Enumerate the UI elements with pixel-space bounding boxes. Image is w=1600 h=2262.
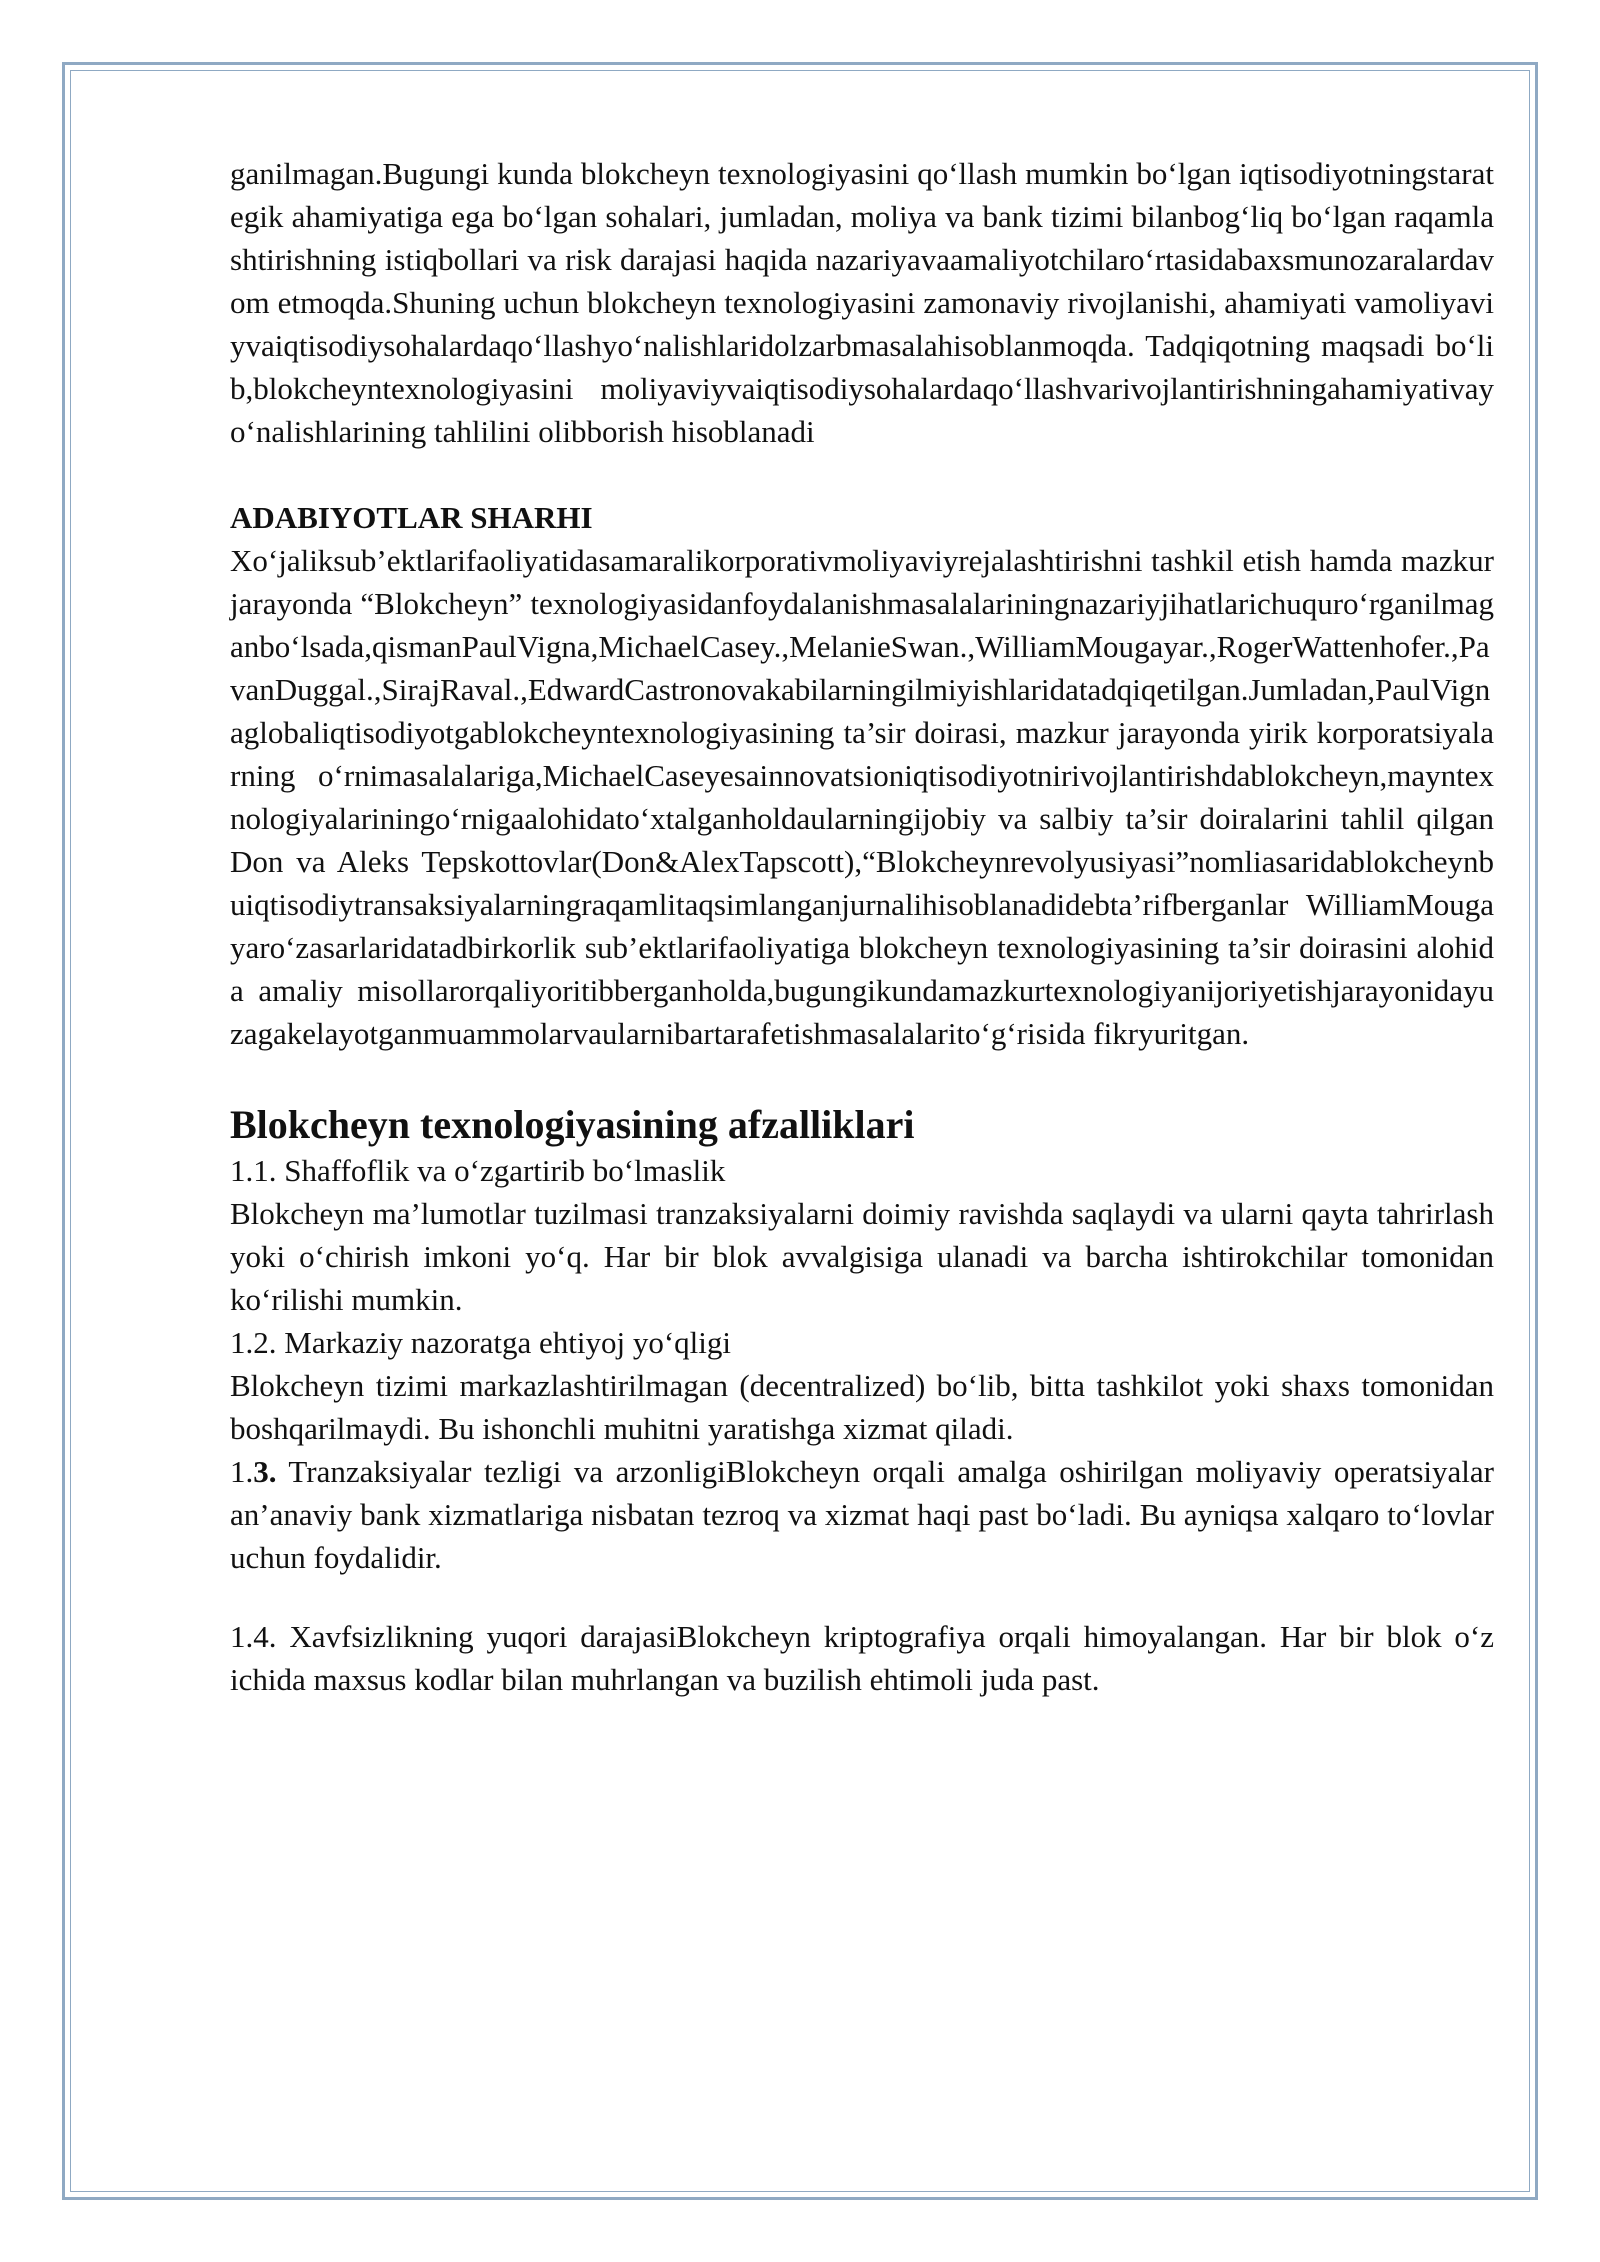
subsection-1-1-title: 1.1. Shaffoflik va o‘zgartirib bo‘lmaslik: [230, 1153, 726, 1188]
subsection-1-3-number-b: 3.: [253, 1454, 277, 1489]
literature-paragraph: Xo‘jaliksub’ektlarifaoliyatidasamaralikorporativmoliyaviyrejalashtirishni tashkil etish hamda mazkur jarayonda “Blokcheyn” texnologiyasidanfoydalanishmasalalariningnazariyjihatlarichuquro‘rganilmaganbo‘lsada,qismanPaulVigna,MichaelCasey.,MelanieSwan.,WilliamMougayar.,RogerWattenhofer.,PavanDuggal.,SirajRaval.,EdwardCastronovakabilarningilmiyishlaridatadqiqetilgan.Jumladan,PaulVignaglobaliqtisodiyotgablokcheyntexnologiyasining ta’sir doirasi, mazkur jarayonda yirik korporatsiyalarning o‘rnimasalalariga,MichaelCaseyesainnovatsioniqtisodiyotnirivojlantirishdablokcheyn,mayntexnologiyalariningo‘rnigaalohidato‘xtalganholdaularningijobiy va salbiy ta’sir doiralarini tahlil qilgan Don va Aleks Tepskottovlar(Don&AlexTapscott),“Blokcheynrevolyusiyasi”nomliasaridablokcheynbuiqtisodiytransaksiyalarningraqamlitaqsimlanganjurnalihisoblanadidebta’rifberganlar WilliamMougayaro‘zasarlaridatadbirkorlik sub’ektlarifaoliyatiga blokcheyn texnologiyasining ta’sir doirasini alohida amaliy misollarorqaliyoritibberganholda,bugungikundamazkurtexnologiyanijoriyetishjarayonidayuzagakelayotganmuammolarvaularnibartarafetishmasalalarito‘g‘risida fikryuritgan.: [230, 543, 1494, 1051]
advantages-heading: Blokcheyn texnologiyasining afzalliklari: [230, 1102, 915, 1147]
literature-heading: ADABIYOTLAR SHARHI: [230, 500, 593, 535]
subsection-1-4-paragraph: 1.4. Xavfsizlikning yuqori darajasiBlokcheyn kriptografiya orqali himoyalangan. Har bir blok o‘z ichida maxsus kodlar bilan muhrlangan va buzilish ehtimoli juda past.: [230, 1619, 1494, 1697]
subsection-1-1-text: Blokcheyn ma’lumotlar tuzilmasi tranzaksiyalarni doimiy ravishda saqlaydi va ularni qayta tahrirlash yoki o‘chirish imkoni yo‘q. Har bir blok avvalgisiga ulanadi va barcha ishtirokchilar tomonidan ko‘rilishi mumkin.: [230, 1196, 1494, 1317]
page-content: [230, 152, 1494, 1701]
paragraph-gap: [230, 1579, 1494, 1615]
subsection-1-3-number-a: 1.: [230, 1454, 254, 1489]
subsection-1-3-text: Tranzaksiyalar tezligi va arzonligiBlokcheyn orqali amalga oshirilgan moliyaviy operatsiyalar an’anaviy bank xizmatlariga nisbatan tezroq va xizmat haqi past bo‘ladi. Bu ayniqsa xalqaro to‘lovlar uchun foydalidir.: [230, 1454, 1494, 1575]
intro-paragraph: ganilmagan.Bugungi kunda blokcheyn texnologiyasini qo‘llash mumkin bo‘lgan iqtisodiyotningstarategik ahamiyatiga ega bo‘lgan sohalari, jumladan, moliya va bank tizimi bilanbog‘liq bo‘lgan raqamlashtirishning istiqbollari va risk darajasi haqida nazariyavaamaliyotchilaro‘rtasidabaxsmunozaralardavom etmoqda.Shuning uchun blokcheyn texnologiyasini zamonaviy rivojlanishi, ahamiyati vamoliyaviyvaiqtisodiysohalardaqo‘llashyo‘nalishlaridolzarbmasalahisoblanmoqda. Tadqiqotning maqsadi bo‘lib,blokcheyntexnologiyasini moliyaviyvaiqtisodiysohalardaqo‘llashvarivojlantirishningahamiyativayo‘nalishlarining tahlilini olibborish hisoblanadi: [230, 156, 1494, 449]
subsection-1-3-paragraph: [230, 1450, 1494, 1579]
subsection-1-2-title: 1.2. Markaziy nazoratga ehtiyoj yo‘qligi: [230, 1325, 732, 1360]
subsection-1-2-text: Blokcheyn tizimi markazlashtirilmagan (decentralized) bo‘lib, bitta tashkilot yoki shaxs tomonidan boshqarilmaydi. Bu ishonchli muhitni yaratishga xizmat qiladi.: [230, 1368, 1494, 1446]
